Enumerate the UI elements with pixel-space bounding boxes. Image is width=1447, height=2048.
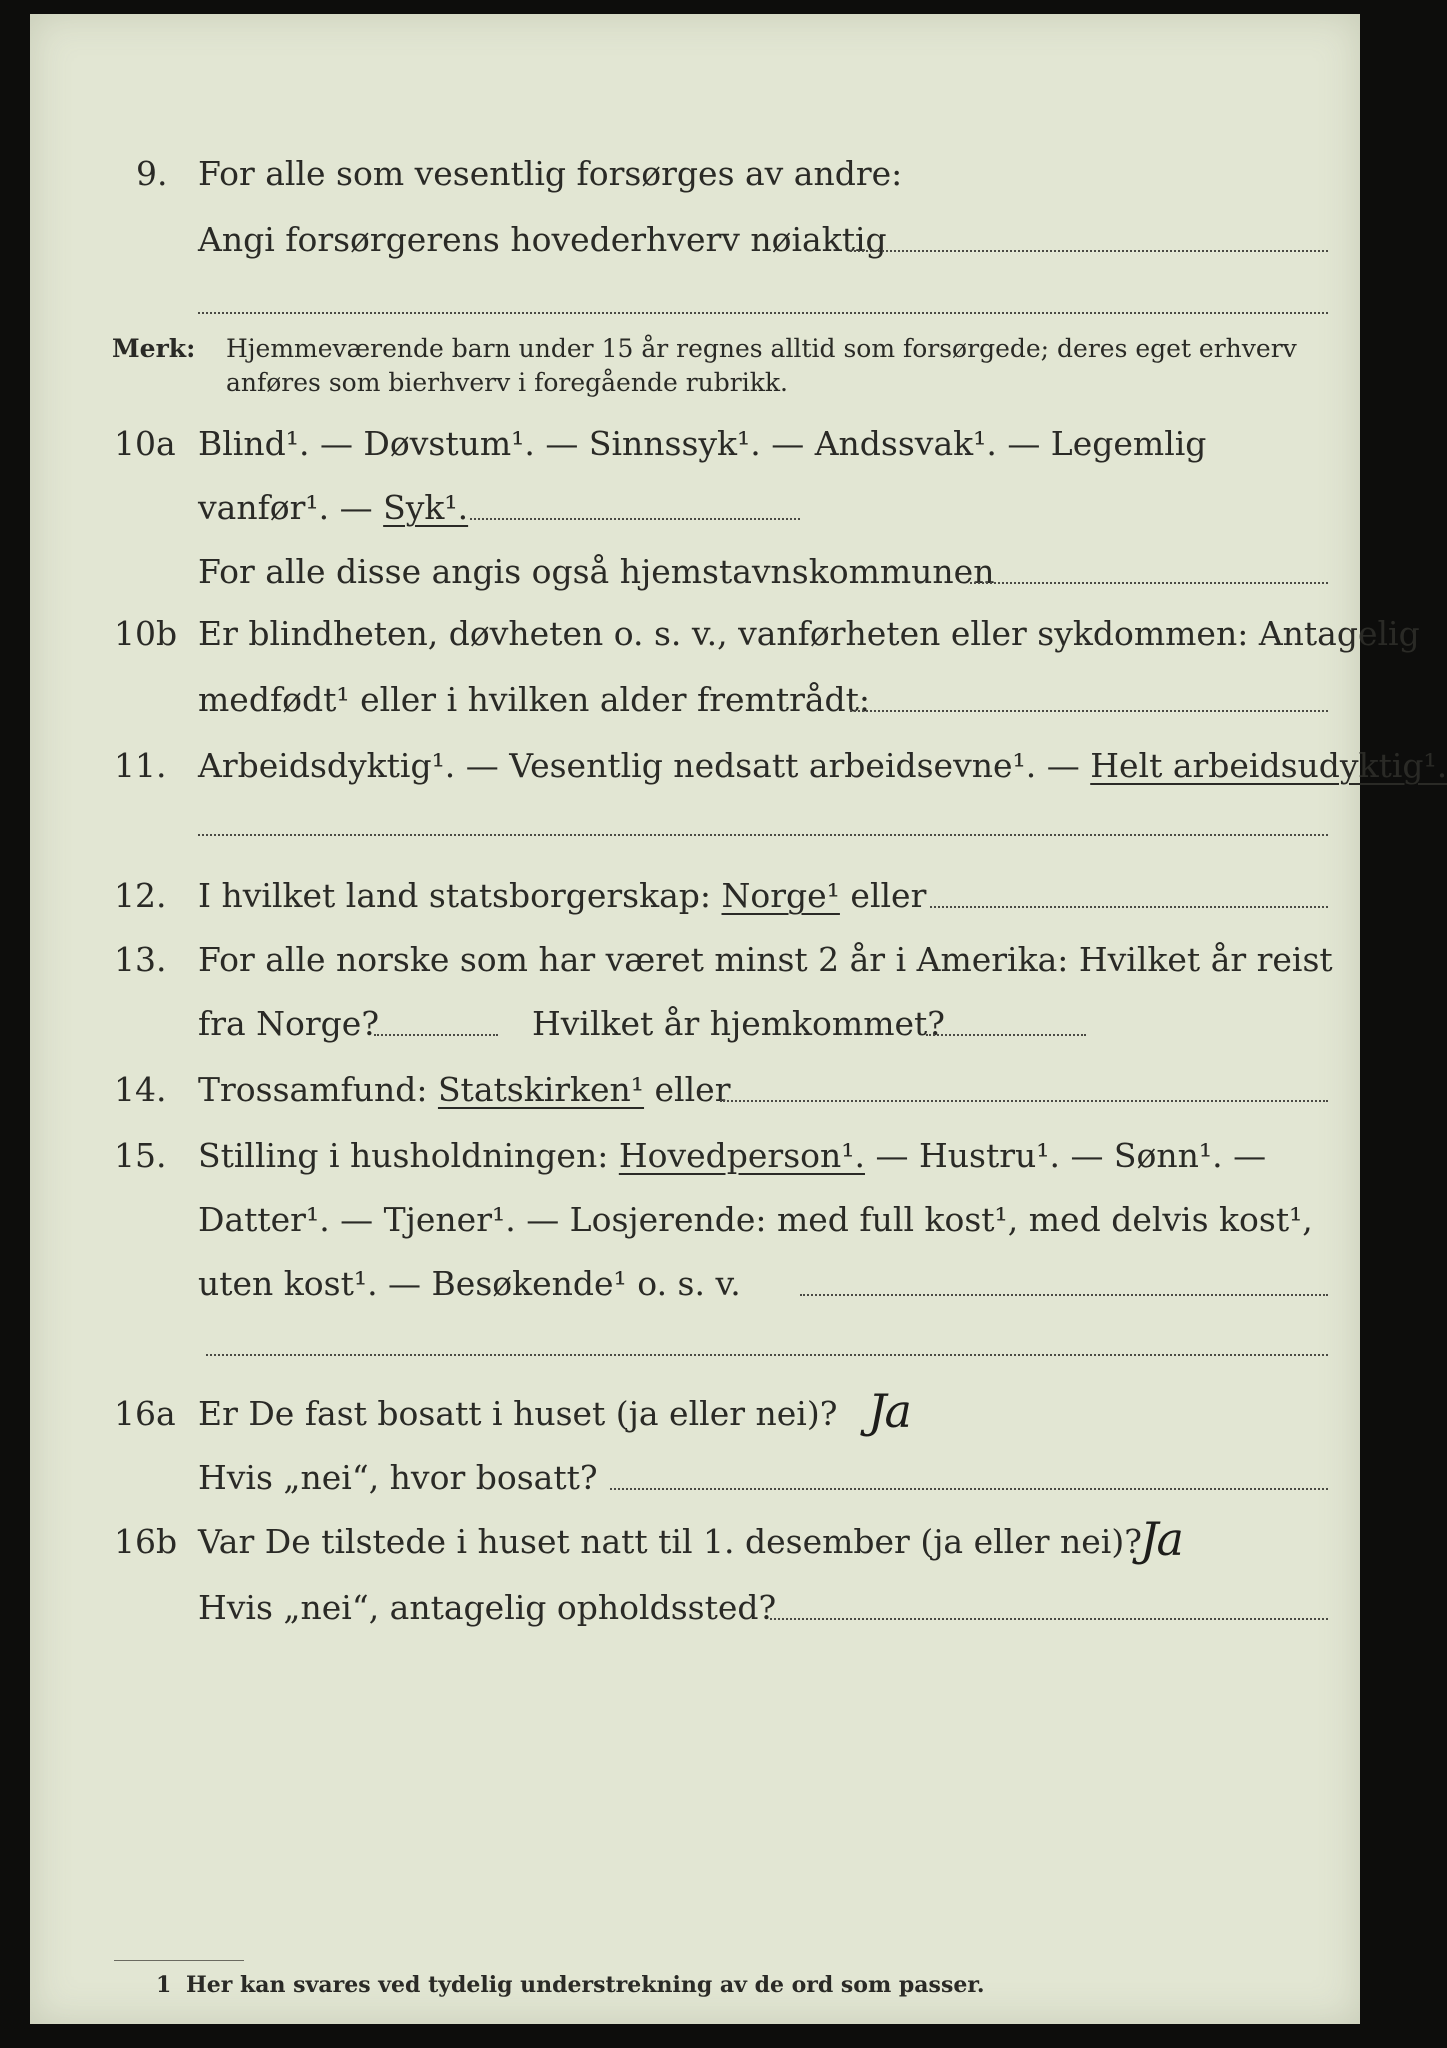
q14-answer-line (720, 1098, 1328, 1102)
q10a-number: 10a (114, 424, 176, 463)
q16a-handwritten-answer: Ja (868, 1384, 910, 1438)
q11-options: Arbeidsdyktig¹. — Vesentlig nedsatt arbeidsevne¹. — (198, 746, 1080, 785)
q12-answer-line (930, 904, 1328, 908)
q9-number: 9. (136, 154, 168, 193)
merk-label: Merk: (112, 334, 196, 363)
q15-question: Stilling i husholdningen: (198, 1136, 609, 1175)
q10b-answer-line (850, 708, 1328, 712)
q10b-line1: Er blindheten, døvheten o. s. v., vanførheten eller sykdommen: Antagelig (198, 614, 1420, 653)
q16b-number: 16b (114, 1522, 178, 1561)
q15-answer-line (800, 1292, 1328, 1296)
q13-number: 13. (114, 940, 167, 979)
q16a-number: 16a (114, 1394, 176, 1433)
q13-line2b: Hvilket år hjemkommet? (532, 1004, 945, 1043)
q15-line1 (198, 1136, 1266, 1176)
q14-line1 (198, 1070, 730, 1110)
q13-line2a: fra Norge? (198, 1004, 380, 1043)
q11-number: 11. (114, 746, 167, 785)
q12-eller: eller (850, 876, 927, 915)
q13-hjemkommet-line (926, 1032, 1086, 1036)
q15-answer-line-2 (206, 1352, 1328, 1356)
q10a-line2 (198, 488, 468, 528)
q10a-line1: Blind¹. — Døvstum¹. — Sinnssyk¹. — Andssvak¹. — Legemlig (198, 424, 1207, 463)
q12-line1 (198, 876, 926, 916)
q13-line1: For alle norske som har været minst 2 år i Amerika: Hvilket år reist (198, 940, 1333, 979)
merk-line2: anføres som bierhverv i foregående rubrikk. (226, 368, 788, 397)
q14-number: 14. (114, 1070, 167, 1109)
q15-line3: uten kost¹. — Besøkende¹ o. s. v. (198, 1264, 741, 1303)
merk-line1: Hjemmeværende barn under 15 år regnes alltid som forsørgede; deres eget erhverv (226, 334, 1297, 363)
q11-answer-line (198, 832, 1328, 836)
q9-line1: For alle som vesentlig forsørges av andre: (198, 154, 903, 193)
q16b-opholdssted-line (770, 1616, 1328, 1620)
q16b-handwritten-answer: Ja (1140, 1512, 1182, 1566)
q10a-answer-line (470, 516, 800, 520)
q14-question: Trossamfund: (198, 1070, 428, 1109)
q10a-kommune-line (970, 580, 1328, 584)
footnote-text: Her kan svares ved tydelig understrekning av de ord som passer. (186, 1972, 985, 1998)
q12-norge-underlined: Norge¹ (721, 876, 840, 915)
q16b-line2: Hvis „nei“, antagelig opholdssted? (198, 1588, 777, 1627)
q10a-vanfor: vanfør¹. — (198, 488, 373, 527)
q15-line2: Datter¹. — Tjener¹. — Losjerende: med full kost¹, med delvis kost¹, (198, 1200, 1313, 1239)
footnote-mark: 1 (156, 1972, 172, 1998)
q12-question: I hvilket land statsborgerskap: (198, 876, 712, 915)
q11-helt-arbeidsudyktig-underlined: Helt arbeidsudyktig¹. (1090, 746, 1447, 785)
q13-reist-line (374, 1032, 498, 1036)
q15-number: 15. (114, 1136, 167, 1175)
q16a-line1: Er De fast bosatt i huset (ja eller nei)? (198, 1394, 838, 1433)
census-form-page (30, 14, 1447, 2024)
q16b-line1: Var De tilstede i huset natt til 1. desember (ja eller nei)? (198, 1522, 1142, 1561)
q11-line1 (198, 746, 1447, 786)
q9-line2: Angi forsørgerens hovederhverv nøiaktig (198, 220, 887, 259)
q14-eller: eller (654, 1070, 731, 1109)
q10a-line3: For alle disse angis også hjemstavnskommunen (198, 552, 995, 591)
q15-options1: — Hustru¹. — Sønn¹. — (875, 1136, 1267, 1175)
q12-number: 12. (114, 876, 167, 915)
q14-statskirken-underlined: Statskirken¹ (437, 1070, 645, 1109)
q15-hovedperson-underlined: Hovedperson¹. (618, 1136, 865, 1175)
q10b-line2: medfødt¹ eller i hvilken alder fremtrådt: (198, 680, 871, 719)
footnote-rule (114, 1960, 244, 1961)
q10b-number: 10b (114, 614, 178, 653)
q16a-bosatt-line (610, 1486, 1328, 1490)
q9-answer-line-2 (198, 310, 1328, 314)
q16a-line2: Hvis „nei“, hvor bosatt? (198, 1458, 598, 1497)
q9-answer-line (850, 248, 1328, 252)
q10a-syk-underlined: Syk¹. (383, 488, 469, 527)
